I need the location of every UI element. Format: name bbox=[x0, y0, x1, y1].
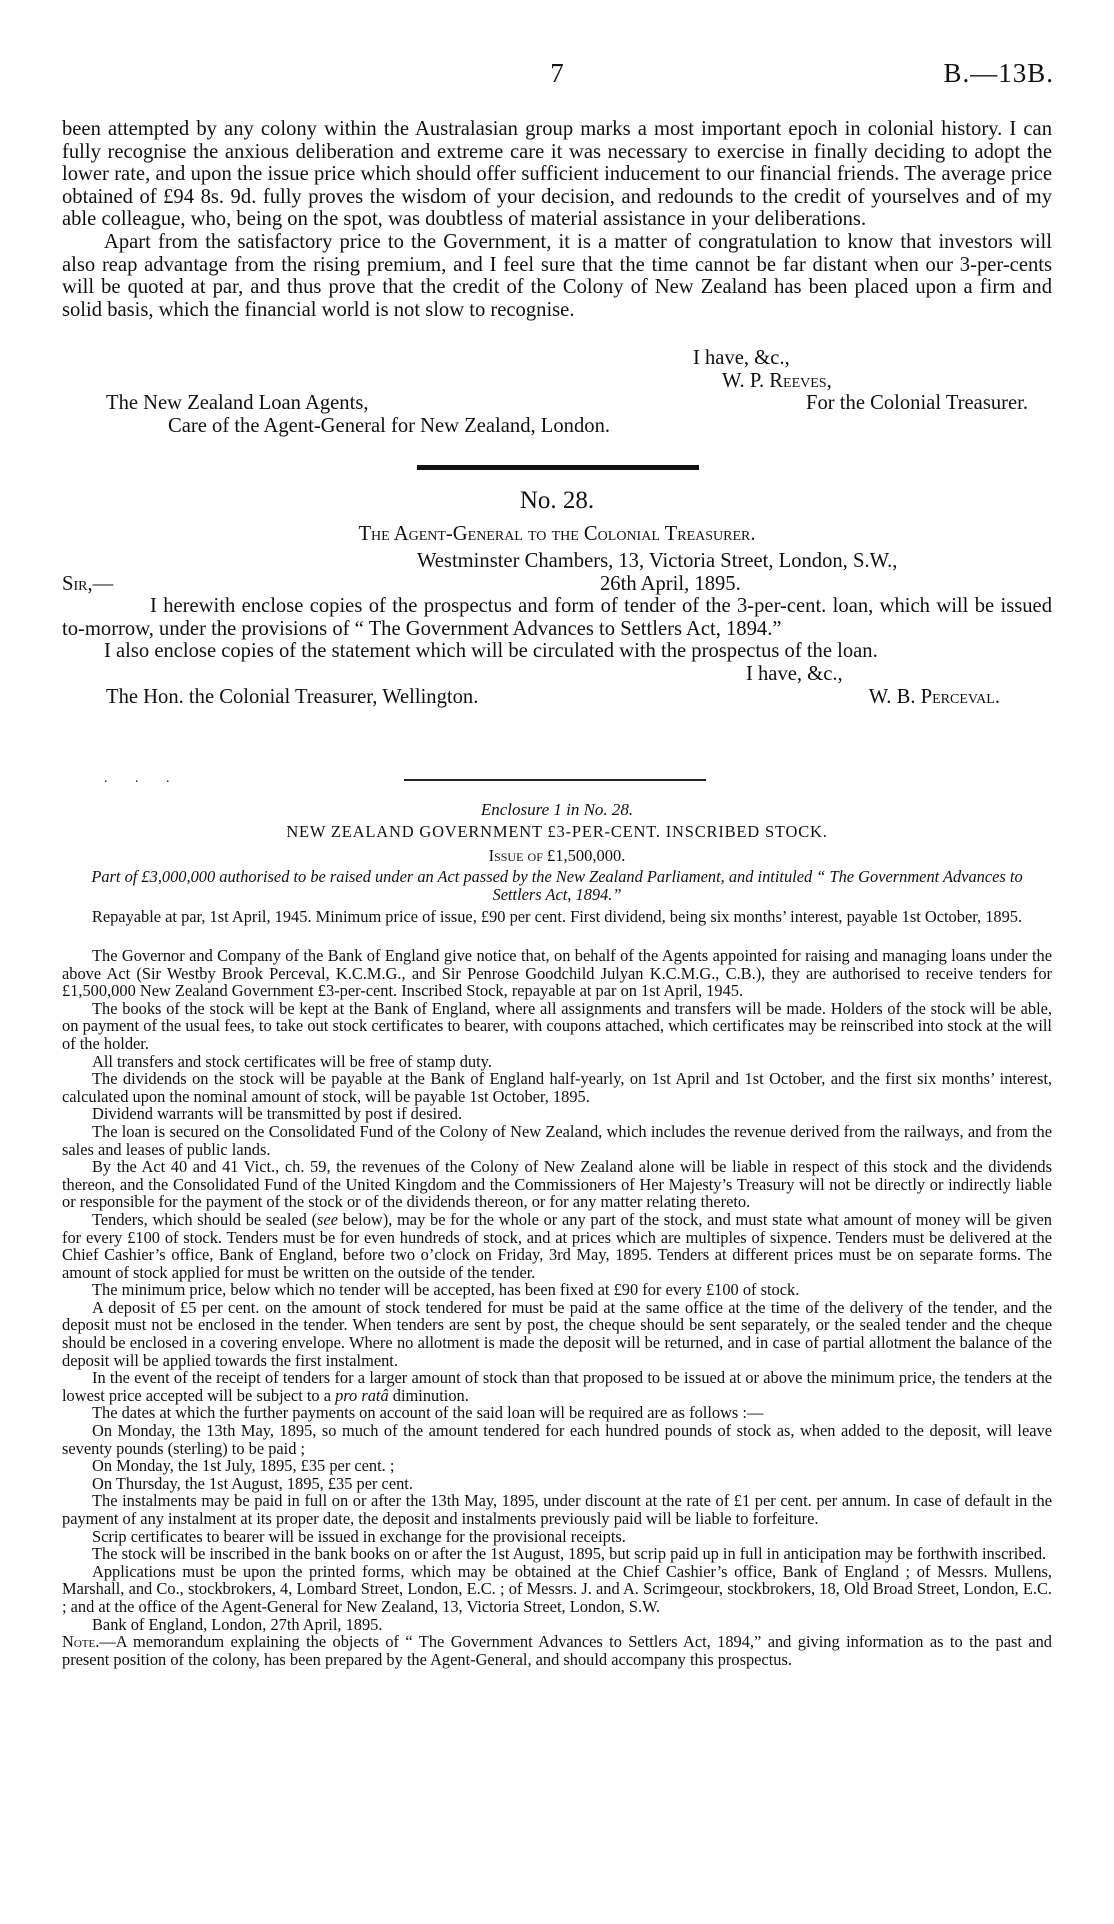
prospectus-deposit: A deposit of £5 per cent. on the amount of stock tendered for must be paid at the same office at the time of the delivery of the tender, and the deposit must not be enclosed in the tender. When tenders are sent by post, the cheque should be sent separately, or the sealed tender and the cheque should be enclosed in a covering envelope. Where no allotment is made the deposit will be returned, and in case of partial allotment the balance of the deposit will be applied towards the first instalment. bbox=[62, 1297, 1052, 1370]
letter-28-addressee: The Hon. the Colonial Treasurer, Wellington. bbox=[106, 685, 479, 708]
prospectus-applications: Applications must be upon the printed forms, which may be obtained at the Chief Cashier’s office, Bank of England ; of Messrs. Mullens, Marshall, and Co., stockbrokers, 4, Lombard Street, London, E.C. ; of Messrs. J. and A. Scrimgeour, stockbrokers, 18, Old Broad Street, London, E.C. ; and at the office of the Agent-General for New Zealand, 13, Victoria Street, London, S.W. bbox=[62, 1561, 1052, 1616]
prospectus-payment-dates: The dates at which the further payments on account of the said loan will be required are as follows :— bbox=[92, 1403, 764, 1423]
prospectus-books: The books of the stock will be kept at the Bank of England, where all assignments and transfers will be made. Holders of the stock will be able, on payment of the usual fees, to take out stock certificates to bearer, with coupons attached, which certificates may be reinscribed into stock at the will of the holder. bbox=[62, 998, 1052, 1053]
letter-27-paragraph-1: been attempted by any colony within the Australasian group marks a most important epoch in colonial history. I can fully recognise the anxious deliberation and extreme care it was necessary to exercise in finally deciding to adopt the lower rate, and upon the issue price which should offer sufficient inducement to our financial friends. The average price obtained of £94 8s. 9d. fully proves the wisdom of your decision, and redounds to the credit of yourselves and of my able colleague, who, being on the spot, was doubtless of material assistance in your deliberations. bbox=[62, 118, 1052, 231]
letter-28-signature: W. B. Perceval. bbox=[868, 685, 1000, 708]
prospectus-body bbox=[62, 947, 1052, 1668]
enclosure-title: NEW ZEALAND GOVERNMENT £3-PER-CENT. INSCRIBED STOCK. bbox=[286, 822, 828, 841]
letter-27-signature: W. P. Reeves, bbox=[722, 369, 832, 392]
enclosure-issue: Issue of £1,500,000. bbox=[488, 846, 626, 865]
tenders-text-a: Tenders, which should be sealed ( bbox=[92, 1209, 318, 1229]
prospectus-tenders bbox=[62, 1211, 1052, 1281]
prospectus-payment-july: On Monday, the 1st July, 1895, £35 per cent. ; bbox=[92, 1456, 395, 1476]
pro-rata-text-a: In the event of the receipt of tenders for a larger amount of stock than that proposed to be issued at or above the minimum price, the tenders at the lowest price accepted will be subject to a bbox=[62, 1368, 1052, 1405]
prospectus-security: The loan is secured on the Consolidated Fund of the Colony of New Zealand, which includes the revenue derived from the railways, and from the sales and leases of public lands. bbox=[62, 1121, 1052, 1159]
prospectus-pro-rata bbox=[62, 1369, 1052, 1404]
letter-28-from-to: The Agent-General to the Colonial Treasurer. bbox=[358, 523, 756, 545]
document-reference: B.—13B. bbox=[943, 58, 1054, 88]
prospectus-dividends: The dividends on the stock will be payable at the Bank of England half-yearly, on 1st April and 1st October, and the first six months’ interest, calculated upon the nominal amount of stock, will be payable 1st October, 1895. bbox=[62, 1069, 1052, 1106]
enclosure-authority: Part of £3,000,000 authorised to be raised under an Act passed by the New Zealand Parliament, and intituled “ The Government Advances to Settlers Act, 1894.” bbox=[91, 867, 1023, 904]
prospectus-payment-august: On Thursday, the 1st August, 1895, £35 per cent. bbox=[92, 1473, 413, 1493]
prospectus-bank-date: Bank of England, London, 27th April, 1895. bbox=[92, 1614, 383, 1634]
section-divider-thick bbox=[417, 465, 699, 470]
pro-rata-term: pro ratâ bbox=[335, 1385, 389, 1405]
prospectus-stamp-duty: All transfers and stock certificates will be free of stamp duty. bbox=[92, 1051, 492, 1071]
letter-28-salutation-row bbox=[62, 573, 1052, 596]
letter-27-body bbox=[62, 118, 1052, 321]
letter-27-addressee-line-1: The New Zealand Loan Agents, bbox=[106, 392, 369, 415]
letter-28-paragraph-2: I also enclose copies of the statement which will be circulated with the prospectus of the loan. bbox=[104, 640, 878, 663]
ellipsis-marks: . . . bbox=[104, 771, 182, 786]
letter-28-number: No. 28. bbox=[519, 487, 595, 514]
letter-28-closing: I have, &c., bbox=[746, 662, 843, 685]
letter-27-addressee-line-2: Care of the Agent-General for New Zealand, London. bbox=[168, 414, 611, 437]
prospectus-inscription: The stock will be inscribed in the bank books on or after the 1st August, 1895, but scrip paid up in full in anticipation may be forthwith inscribed. bbox=[92, 1544, 1047, 1564]
letter-28-signoff-row bbox=[62, 686, 1052, 709]
tenders-text-b: below), may be for the whole or any part of the stock, and must state what amount of money will be given for every £100 of stock. Tenders must be for even hundreds of stock, and at prices which are multiples of sixpence. Tenders must be delivered at the Chief Cashier’s office, Bank of England, before two o’clock on Friday, 3rd May, 1895. Tenders at different prices must be on separate forms. The amount of stock applied for must be written on the outside of the tender. bbox=[62, 1209, 1052, 1282]
letter-27-addressee-row bbox=[62, 392, 1052, 415]
prospectus-instalments: The instalments may be paid in full on or after the 13th May, 1895, under discount at the rate of £1 per cent. per annum. In case of default in the payment of any instalment at its proper date, the deposit and instalments previously paid will be liable to forfeiture. bbox=[62, 1491, 1052, 1528]
letter-27-paragraph-2: Apart from the satisfactory price to the Government, it is a matter of congratulation to know that investors will also reap advantage from the rising premium, and I feel sure that the time cannot be far distant when our 3-per-cents will be quoted at par, and thus prove that the credit of the Colony of New Zealand has been placed upon a firm and solid basis, which the financial world is not slow to recognise. bbox=[62, 230, 1052, 321]
letter-28-salutation: Sir,— bbox=[62, 572, 114, 595]
prospectus-scrip: Scrip certificates to bearer will be issued in exchange for the provisional receipts. bbox=[92, 1526, 626, 1546]
letter-27-closing: I have, &c., bbox=[693, 347, 790, 369]
prospectus-warrants: Dividend warrants will be transmitted by post if desired. bbox=[92, 1104, 463, 1124]
letter-28-paragraph-1: I herewith enclose copies of the prospectus and form of tender of the 3-per-cent. loan, which will be issued to-morrow, under the provisions of “ The Government Advances to Settlers Act, 1894.” bbox=[62, 595, 1052, 640]
prospectus-minimum-price: The minimum price, below which no tender will be accepted, has been fixed at £90 for every £100 of stock. bbox=[92, 1280, 800, 1300]
note-text: —A memorandum explaining the objects of “ The Government Advances to Settlers Act, 1894,” and giving information as to the past and present position of the colony, has been prepared by the Agent-General, and should accompany this prospectus. bbox=[62, 1632, 1052, 1669]
letter-28-body bbox=[62, 550, 1052, 708]
letter-28-date: 26th April, 1895. bbox=[600, 572, 741, 595]
letter-28-address: Westminster Chambers, 13, Victoria Street, London, S.W., bbox=[417, 550, 898, 572]
prospectus-note bbox=[62, 1633, 1052, 1668]
prospectus-act-liability: By the Act 40 and 41 Vict., ch. 59, the revenues of the Colony of New Zealand alone will be liable in respect of this stock and the dividends thereon, and the Consolidated Fund of the United Kingdom and the Commissioners of Her Majesty’s Treasury will not be directly or indirectly liable or responsible for the payment of the stock or of the dividends thereon, or for any matter relating thereto. bbox=[62, 1157, 1052, 1212]
prospectus-payment-may: On Monday, the 13th May, 1895, so much of the amount tendered for each hundred pounds of stock as, when added to the deposit, will leave seventy pounds (sterling) to be paid ; bbox=[62, 1421, 1052, 1458]
letter-27-signoff bbox=[62, 347, 1052, 437]
tenders-see: see bbox=[317, 1209, 338, 1229]
letter-28-paragraph-2-block bbox=[62, 640, 1052, 685]
enclosure-heading: Enclosure 1 in No. 28. bbox=[480, 800, 634, 819]
letter-27-signature-title: For the Colonial Treasurer. bbox=[806, 392, 1028, 415]
note-label: Note. bbox=[62, 1632, 100, 1652]
page-number: 7 bbox=[550, 58, 564, 88]
section-divider-thin bbox=[404, 779, 706, 781]
enclosure-repayable: Repayable at par, 1st April, 1945. Minimum price of issue, £90 per cent. First dividend, being six months’ interest, payable 1st October, 1895. bbox=[91, 907, 1023, 926]
pro-rata-text-b: diminution. bbox=[388, 1385, 469, 1405]
prospectus-governor-notice: The Governor and Company of the Bank of England give notice that, on behalf of the Agents appointed for raising and managing loans under the above Act (Sir Westby Brook Perceval, K.C.M.G., and Sir Penrose Goodchild Julyan K.C.M.G., C.B.), they are authorised to receive tenders for £1,500,000 New Zealand Government £3-per-cent. Inscribed Stock, repayable at par on 1st April, 1945. bbox=[62, 946, 1052, 1001]
